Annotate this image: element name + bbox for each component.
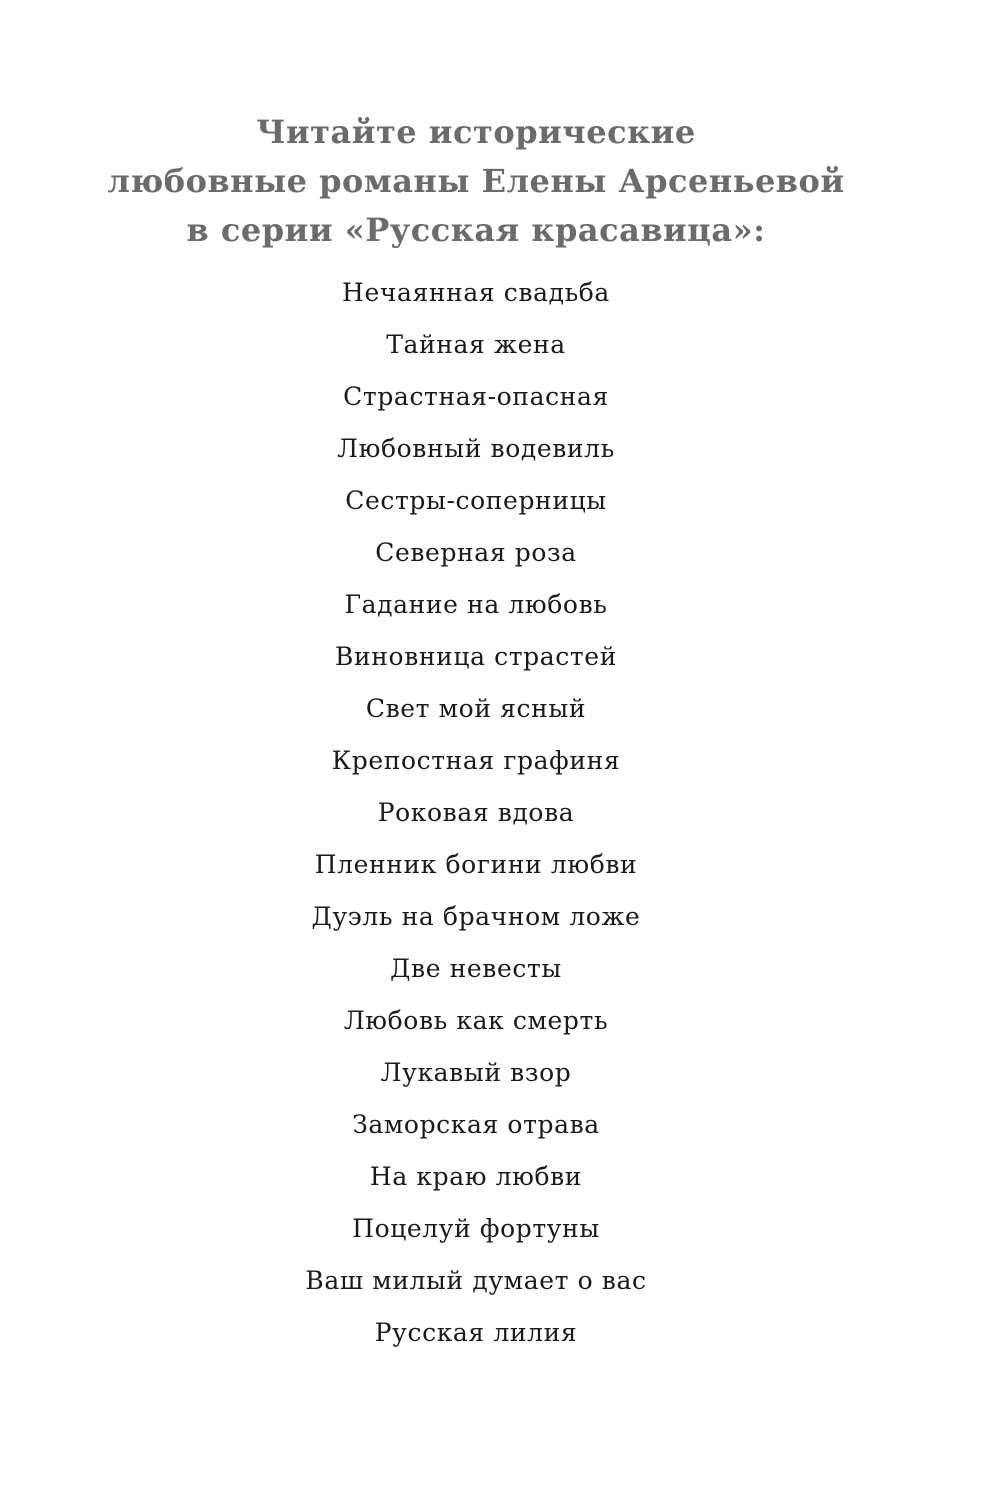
book-title: Гадание на любовь	[344, 590, 608, 619]
book-title: Лукавый взор	[380, 1058, 572, 1087]
book-title: Северная роза	[375, 538, 577, 567]
book-title: Любовь как смерть	[343, 1006, 609, 1035]
book-title: Нечаянная свадьба	[342, 278, 610, 307]
book-title: Ваш милый думает о вас	[305, 1266, 647, 1295]
book-title: Крепостная графиня	[331, 746, 621, 775]
book-title: На краю любви	[369, 1162, 583, 1191]
heading-line-1: Читайте исторические	[256, 113, 696, 151]
book-title: Поцелуй фортуны	[352, 1214, 600, 1243]
book-title: Тайная жена	[386, 330, 566, 359]
book-title: Любовный водевиль	[337, 434, 615, 463]
book-title: Две невесты	[390, 954, 562, 983]
heading-line-3: в серии «Русская красавица»:	[186, 211, 766, 249]
book-title: Заморская отрава	[352, 1110, 600, 1139]
heading-line-2: любовные романы Елены Арсеньевой	[107, 162, 845, 200]
book-title: Свет мой ясный	[365, 694, 587, 723]
book-title: Русская лилия	[374, 1318, 578, 1347]
book-title: Виновница страстей	[335, 642, 617, 671]
series-heading	[0, 108, 952, 255]
book-title-list	[0, 267, 952, 1359]
book-title: Сестры-соперницы	[345, 486, 607, 515]
book-title: Пленник богини любви	[314, 850, 638, 879]
book-title: Страстная-опасная	[343, 382, 609, 411]
book-title: Роковая вдова	[377, 798, 575, 827]
book-title: Дуэль на брачном ложе	[311, 902, 641, 931]
